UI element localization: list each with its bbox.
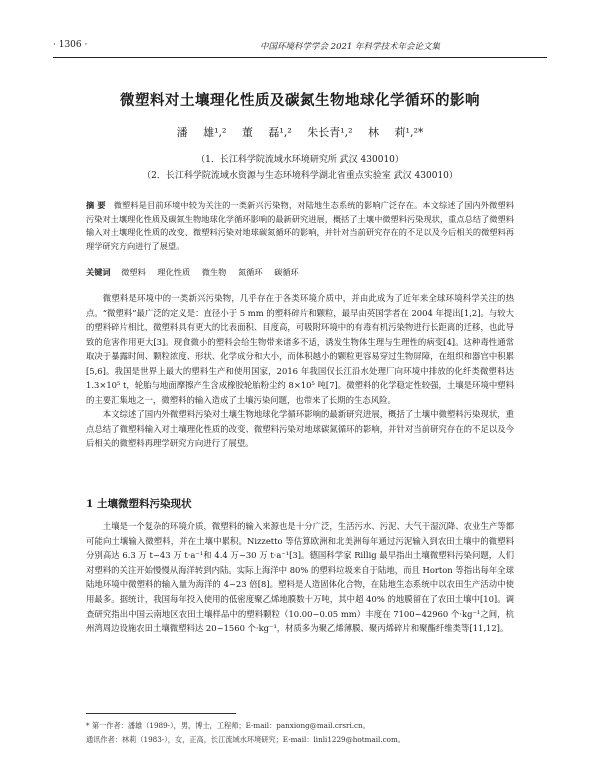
keywords-label: 关键词 bbox=[86, 267, 111, 277]
page-number: · 1306 · bbox=[53, 40, 88, 50]
keyword: 碳循环 bbox=[274, 267, 299, 277]
introduction bbox=[86, 291, 514, 451]
abstract-text: 微塑料是目前环境中较为关注的一类新兴污染物，对陆地生态系统的影响广泛存在。本文综述了国内外微塑料污染对土壤理化性质及碳氮生物地球化学循环影响的最新研究进展，概括了土壤中微塑料污染现状，重点总结了微塑料输入对土壤理化性质的改变、微塑料污染对地球碳氮循环的影响，并针对当前研究存在的不足以及今后相关的微塑料再理学研究方向进行了展望。 bbox=[86, 200, 514, 251]
keyword: 微生物 bbox=[201, 267, 227, 277]
keyword: 理化性质 bbox=[157, 267, 191, 277]
author-list: 潘 雄¹,² 董 磊¹,² 朱长青¹,² 林 莉¹,²* bbox=[176, 126, 424, 139]
paper-title: 微塑料对土壤理化性质及碳氮生物地球化学循环的影响 bbox=[120, 92, 480, 109]
keywords bbox=[86, 267, 514, 278]
running-header: 中国环境科学学会 2021 年科学技术年会论文集 bbox=[259, 42, 441, 52]
affiliation-2: （2．长江科学院流域水资源与生态环境科学湖北省重点实验室 武汉 430010） bbox=[142, 171, 458, 181]
footnote-rule bbox=[86, 713, 236, 714]
abstract bbox=[86, 199, 514, 253]
intro-paragraph-2: 本文综述了国内外微塑料污染对土壤生物地球化学循环影响的最新研究进展，概括了土壤中微塑料污染现状，重点总结了微塑料输入对土壤理化性质的改变、微塑料污染对地球碳氮循环的影响，并针对当前研究存在的不足以及今后相关的微塑料再理学研究方向进行了展望。 bbox=[86, 409, 514, 448]
abstract-label: 摘 要 bbox=[86, 200, 106, 210]
footnote-corresponding-author: 通讯作者：林莉（1983-），女，正高，长江流域水环境研究；E-mail：linli1229@hotmail.com。 bbox=[86, 735, 405, 744]
affiliation-1: （1．长江科学院流域水环境研究所 武汉 430010） bbox=[196, 155, 404, 165]
keyword: 微塑料 bbox=[121, 267, 146, 277]
section-1-heading: 1 土壤微塑料污染现状 bbox=[86, 498, 192, 510]
header-rule bbox=[53, 57, 547, 58]
section-1-body bbox=[86, 519, 514, 636]
intro-paragraph-1: 微塑料是环境中的一类新兴污染物，几乎存在于各类环境介质中，并由此成为了近年来全球环境科学关注的热点。“微塑料”最广泛的定义是：直径小于 5 mm 的塑料碎片和颗粒，最早由英国学者在 2004 年提出[1,2]。与较大的塑料碎片相比，微塑料具有更大的比表面积、目度高，可吸附环境中的有毒有机污染物进行长距离的迁移，也此导致的危害作用更大[3]。现食微小的塑料会给生物带来诸多不适，诱发生物体生理与生理性的病变[4]。这种毒性通常取决于暴露时间、颗粒浓度、形状、化学成分和大小，而体积越小的颗粒更容易穿过生物屏障，在组织和器官中积累[5,6]。我国是世界上最大的塑料生产和使用国家，2016 年我国仅长江沿水处理厂向环境中排放的化纤类微塑料达 1.3×10⁵ t，轮胎与地面摩擦产生含成橡胶轮胎粉尘约 8×10⁵ 吨[7]。微塑料的化学稳定性较强，土壤是环境中塑料的主要汇集地之一，微塑料的输入造成了土壤污染问题，也带来了长期的生态风险。 bbox=[86, 293, 514, 405]
section-1-paragraph: 土壤是一个复杂的环境介质，微塑料的输入来源也是十分广泛，生活污水、污泥、大气干湿沉降、农业生产等都可能向土壤输入微塑料，并在土壤中累积。Nizzetto 等估算欧洲和北美洲每年通过污泥输入到农田土壤中的微塑料分别高达 6.3 万 t~43 万 t·a⁻¹和 4.4 万~30 万 t·a⁻¹[3]。德国科学家 Rillig 最早指出土壤微塑料污染问题，人们对塑料的关注开始慢慢从海洋转到内陆。实际上海洋中 80% 的塑料垃圾来自于陆地，而且 Horton 等指出每年全球陆地环境中微塑料的输入量为海洋的 4~23 倍[8]。塑料是人造固体化合物，在陆地生态系统中以农田生产活动中使用最多。据统计，我国每年投入使用的低密度聚乙烯地膜数十万吨，其中超 40% 的地膜留在了农田土壤中[10]。调查研究指出中国云南地区农田土壤样品中的塑料颗粒（10.00~0.05 mm）丰度在 7100~42960 个·kg⁻¹之间，杭州湾周边设施农田土壤微塑料达 20~1560 个·kg⁻¹，材质多为聚乙烯薄膜、聚丙烯碎片和聚酯纤维类等[11,12]。 bbox=[86, 521, 514, 634]
keyword: 氮循环 bbox=[237, 267, 263, 277]
footnote-first-author: * 第一作者：潘雄（1989-），男，博士，工程师；E-mail：panxiong@mail.crsri.cn。 bbox=[86, 721, 370, 730]
